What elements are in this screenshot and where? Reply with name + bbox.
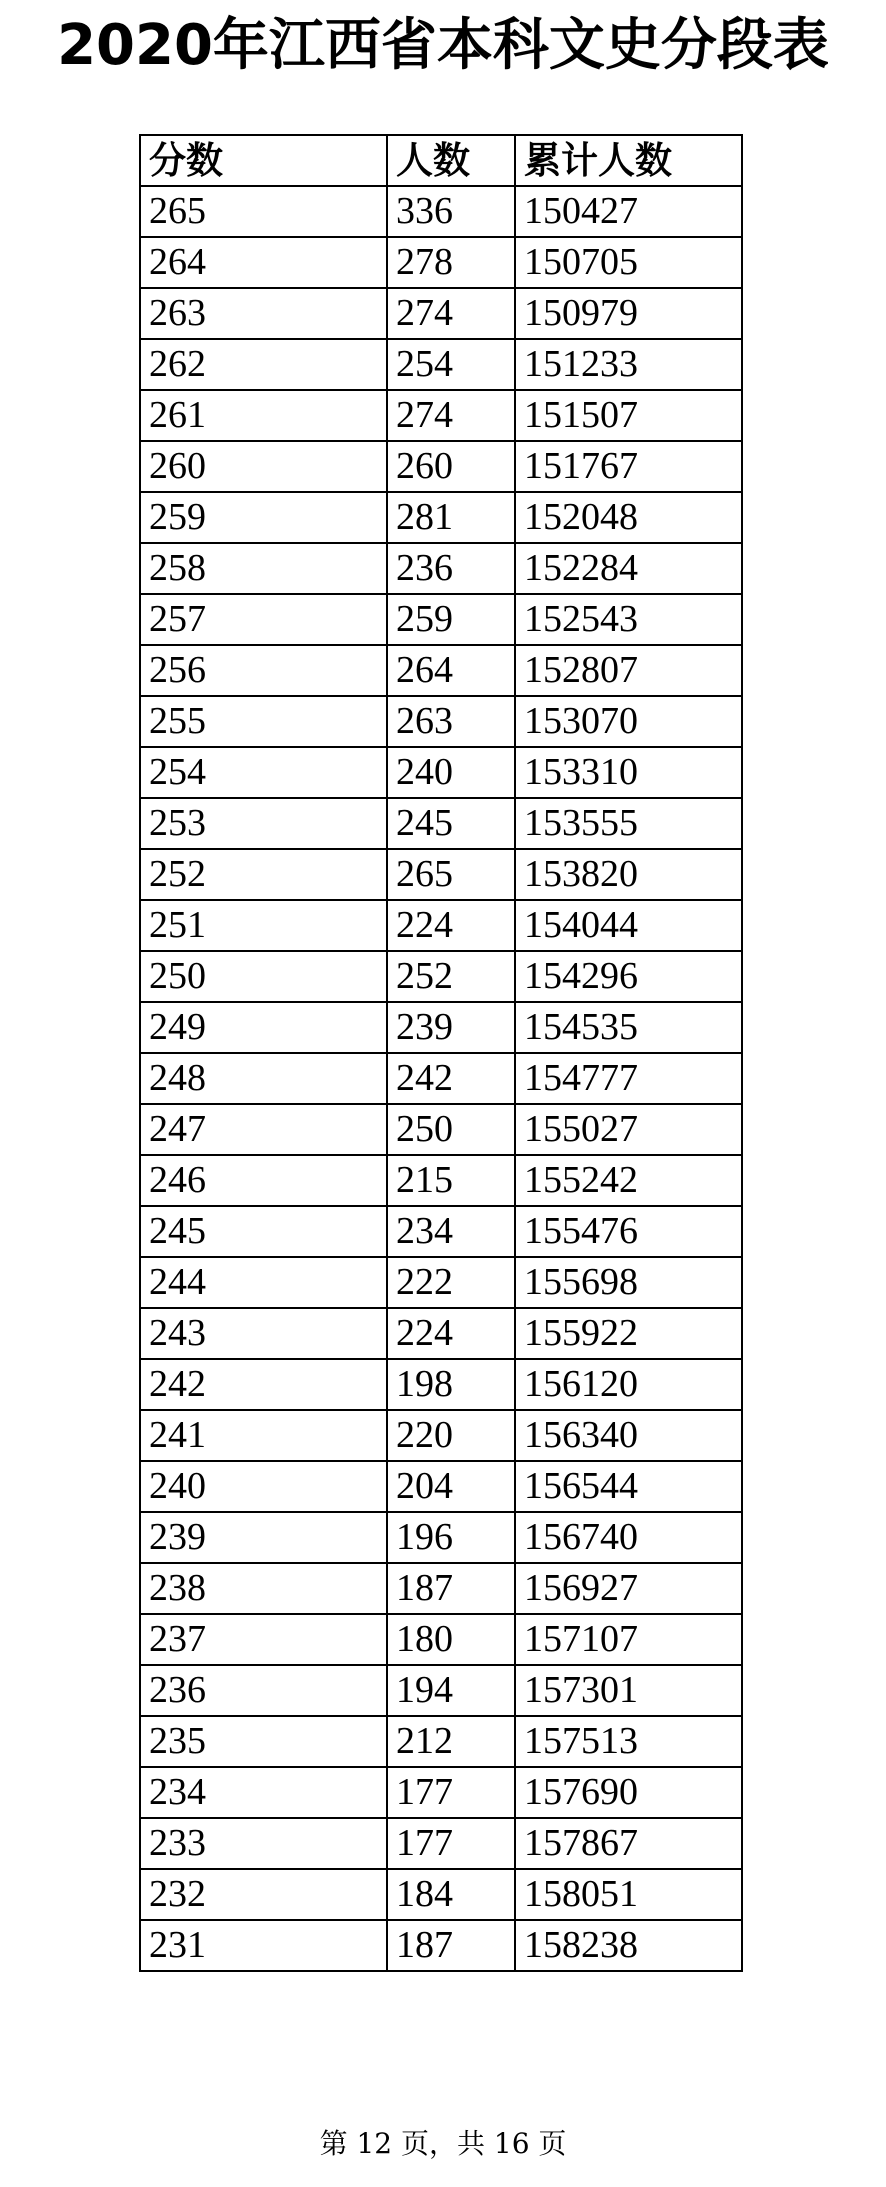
table-row xyxy=(140,492,742,543)
cell-cumulative: 154296 xyxy=(515,951,742,1002)
cell-cumulative: 155476 xyxy=(515,1206,742,1257)
cell-score: 265 xyxy=(140,186,387,237)
table-row xyxy=(140,1308,742,1359)
cell-cumulative: 157867 xyxy=(515,1818,742,1869)
cell-score: 254 xyxy=(140,747,387,798)
cell-count: 278 xyxy=(387,237,515,288)
cell-cumulative: 152284 xyxy=(515,543,742,594)
cell-count: 245 xyxy=(387,798,515,849)
cell-count: 177 xyxy=(387,1818,515,1869)
cell-score: 240 xyxy=(140,1461,387,1512)
cell-cumulative: 152048 xyxy=(515,492,742,543)
page-footer: 第 12 页，共 16 页 xyxy=(319,2127,567,2160)
cell-score: 231 xyxy=(140,1920,387,1971)
cell-cumulative: 150705 xyxy=(515,237,742,288)
table-row xyxy=(140,1104,742,1155)
cell-score: 247 xyxy=(140,1104,387,1155)
table-row xyxy=(140,1002,742,1053)
cell-cumulative: 155698 xyxy=(515,1257,742,1308)
cell-score: 251 xyxy=(140,900,387,951)
cell-cumulative: 151767 xyxy=(515,441,742,492)
table-row xyxy=(140,594,742,645)
cell-score: 263 xyxy=(140,288,387,339)
cell-count: 239 xyxy=(387,1002,515,1053)
table-row xyxy=(140,1869,742,1920)
cell-score: 264 xyxy=(140,237,387,288)
cell-count: 220 xyxy=(387,1410,515,1461)
cell-cumulative: 156340 xyxy=(515,1410,742,1461)
cell-score: 241 xyxy=(140,1410,387,1461)
table-row xyxy=(140,645,742,696)
cell-cumulative: 155922 xyxy=(515,1308,742,1359)
cell-count: 236 xyxy=(387,543,515,594)
cell-score: 258 xyxy=(140,543,387,594)
cell-count: 281 xyxy=(387,492,515,543)
cell-score: 261 xyxy=(140,390,387,441)
cell-count: 234 xyxy=(387,1206,515,1257)
cell-cumulative: 151507 xyxy=(515,390,742,441)
cell-count: 187 xyxy=(387,1920,515,1971)
cell-score: 234 xyxy=(140,1767,387,1818)
cell-count: 242 xyxy=(387,1053,515,1104)
cell-score: 259 xyxy=(140,492,387,543)
table-row xyxy=(140,339,742,390)
cell-score: 235 xyxy=(140,1716,387,1767)
cell-score: 255 xyxy=(140,696,387,747)
cell-cumulative: 156927 xyxy=(515,1563,742,1614)
cell-count: 212 xyxy=(387,1716,515,1767)
table-row xyxy=(140,186,742,237)
cell-cumulative: 154777 xyxy=(515,1053,742,1104)
cell-count: 224 xyxy=(387,900,515,951)
cell-count: 215 xyxy=(387,1155,515,1206)
table-row xyxy=(140,747,742,798)
cell-cumulative: 153070 xyxy=(515,696,742,747)
cell-count: 250 xyxy=(387,1104,515,1155)
cell-score: 245 xyxy=(140,1206,387,1257)
cell-cumulative: 157690 xyxy=(515,1767,742,1818)
column-header-cumulative: 累计人数 xyxy=(515,135,742,186)
cell-score: 233 xyxy=(140,1818,387,1869)
cell-count: 274 xyxy=(387,390,515,441)
cell-score: 248 xyxy=(140,1053,387,1104)
table-row xyxy=(140,288,742,339)
table-row xyxy=(140,1767,742,1818)
cell-cumulative: 153310 xyxy=(515,747,742,798)
column-header-score: 分数 xyxy=(140,135,387,186)
cell-count: 187 xyxy=(387,1563,515,1614)
cell-count: 264 xyxy=(387,645,515,696)
cell-score: 242 xyxy=(140,1359,387,1410)
cell-count: 240 xyxy=(387,747,515,798)
table-row xyxy=(140,951,742,1002)
table-row xyxy=(140,1206,742,1257)
table-row xyxy=(140,1563,742,1614)
cell-count: 274 xyxy=(387,288,515,339)
table-header-row xyxy=(140,135,742,186)
column-header-count: 人数 xyxy=(387,135,515,186)
cell-cumulative: 155242 xyxy=(515,1155,742,1206)
cell-score: 232 xyxy=(140,1869,387,1920)
table-row xyxy=(140,696,742,747)
cell-count: 177 xyxy=(387,1767,515,1818)
cell-score: 236 xyxy=(140,1665,387,1716)
cell-cumulative: 156544 xyxy=(515,1461,742,1512)
table-row xyxy=(140,1410,742,1461)
score-distribution-table xyxy=(139,134,743,1972)
table-row xyxy=(140,390,742,441)
cell-count: 224 xyxy=(387,1308,515,1359)
cell-count: 263 xyxy=(387,696,515,747)
table-row xyxy=(140,849,742,900)
cell-score: 239 xyxy=(140,1512,387,1563)
cell-count: 194 xyxy=(387,1665,515,1716)
table-row xyxy=(140,1920,742,1971)
cell-count: 336 xyxy=(387,186,515,237)
table-row xyxy=(140,900,742,951)
cell-count: 259 xyxy=(387,594,515,645)
cell-score: 253 xyxy=(140,798,387,849)
cell-cumulative: 153820 xyxy=(515,849,742,900)
cell-score: 257 xyxy=(140,594,387,645)
cell-count: 260 xyxy=(387,441,515,492)
cell-score: 243 xyxy=(140,1308,387,1359)
table-row xyxy=(140,441,742,492)
table-row xyxy=(140,1359,742,1410)
cell-count: 198 xyxy=(387,1359,515,1410)
table-row xyxy=(140,1818,742,1869)
cell-cumulative: 153555 xyxy=(515,798,742,849)
table-row xyxy=(140,1257,742,1308)
table-row xyxy=(140,1461,742,1512)
cell-cumulative: 155027 xyxy=(515,1104,742,1155)
cell-score: 246 xyxy=(140,1155,387,1206)
cell-count: 184 xyxy=(387,1869,515,1920)
cell-cumulative: 156740 xyxy=(515,1512,742,1563)
cell-count: 196 xyxy=(387,1512,515,1563)
cell-count: 252 xyxy=(387,951,515,1002)
cell-cumulative: 150427 xyxy=(515,186,742,237)
cell-cumulative: 156120 xyxy=(515,1359,742,1410)
cell-count: 204 xyxy=(387,1461,515,1512)
cell-score: 244 xyxy=(140,1257,387,1308)
table-row xyxy=(140,1665,742,1716)
cell-score: 237 xyxy=(140,1614,387,1665)
cell-cumulative: 152543 xyxy=(515,594,742,645)
cell-cumulative: 158238 xyxy=(515,1920,742,1971)
cell-score: 256 xyxy=(140,645,387,696)
cell-cumulative: 157301 xyxy=(515,1665,742,1716)
table-row xyxy=(140,1155,742,1206)
table-row xyxy=(140,1053,742,1104)
table-body xyxy=(140,186,742,1971)
cell-count: 180 xyxy=(387,1614,515,1665)
cell-score: 252 xyxy=(140,849,387,900)
cell-cumulative: 157107 xyxy=(515,1614,742,1665)
cell-cumulative: 154044 xyxy=(515,900,742,951)
cell-score: 238 xyxy=(140,1563,387,1614)
table-row xyxy=(140,798,742,849)
cell-cumulative: 157513 xyxy=(515,1716,742,1767)
cell-cumulative: 151233 xyxy=(515,339,742,390)
cell-score: 250 xyxy=(140,951,387,1002)
cell-cumulative: 154535 xyxy=(515,1002,742,1053)
table-row xyxy=(140,1716,742,1767)
cell-count: 265 xyxy=(387,849,515,900)
cell-score: 249 xyxy=(140,1002,387,1053)
table-row xyxy=(140,1512,742,1563)
cell-cumulative: 150979 xyxy=(515,288,742,339)
table-row xyxy=(140,237,742,288)
cell-count: 254 xyxy=(387,339,515,390)
page-title: 2020年江西省本科文史分段表 xyxy=(57,13,829,78)
table-row xyxy=(140,1614,742,1665)
cell-score: 260 xyxy=(140,441,387,492)
cell-cumulative: 158051 xyxy=(515,1869,742,1920)
cell-cumulative: 152807 xyxy=(515,645,742,696)
cell-score: 262 xyxy=(140,339,387,390)
table-row xyxy=(140,543,742,594)
cell-count: 222 xyxy=(387,1257,515,1308)
